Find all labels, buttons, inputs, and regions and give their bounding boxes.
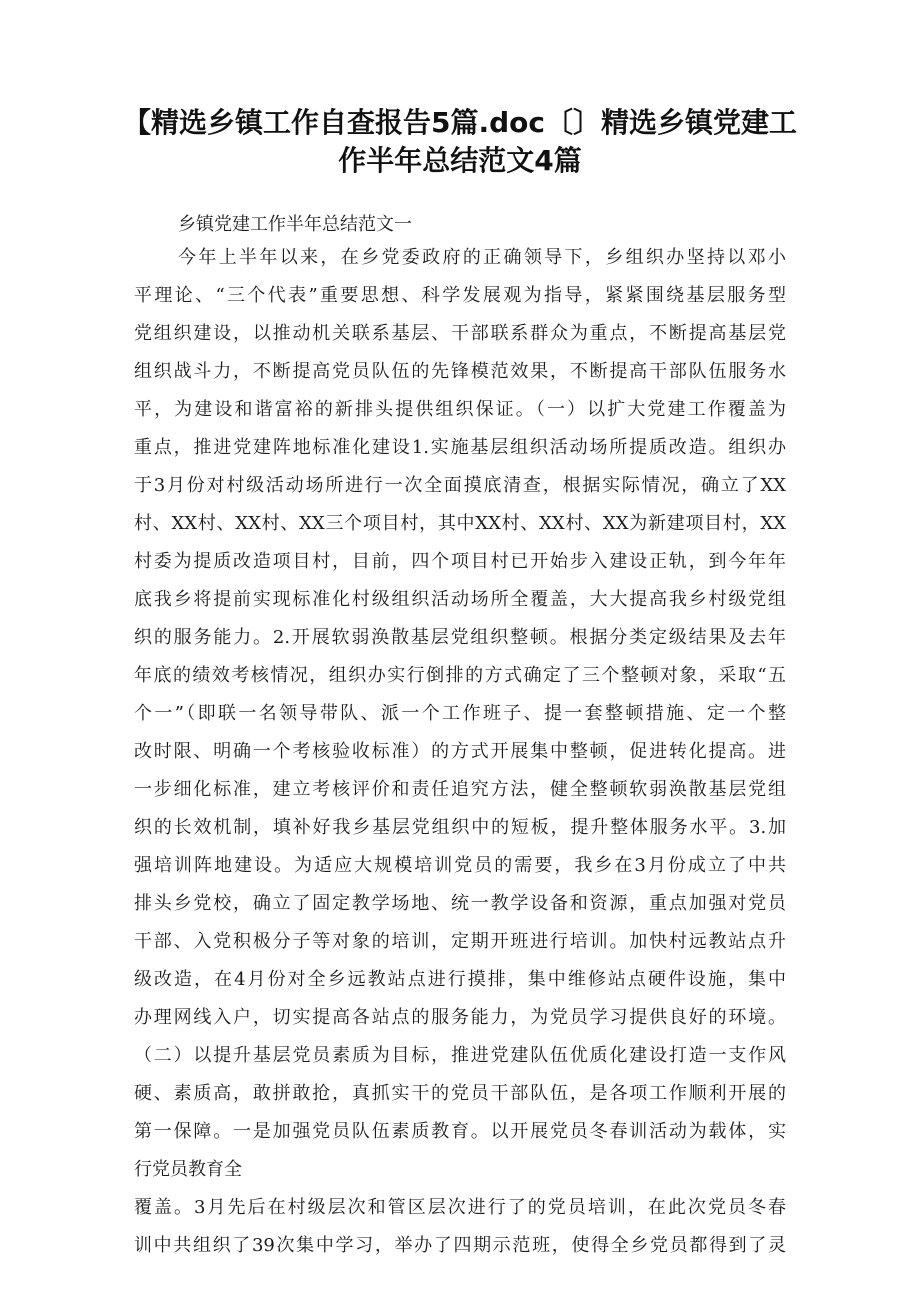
document-title-line-2: 作半年总结范文4篇 xyxy=(338,144,582,177)
paragraph-line: 村、XX村、XX村、XX三个项目村，其中XX村、XX村、XX为新建项目村，XX xyxy=(134,513,786,534)
document-title-line-1: 【精选乡镇工作自查报告5篇.doc〔〕精选乡镇党建工 xyxy=(123,106,797,139)
paragraph-line: 于3月份对村级活动场所进行一次全面摸底清查，根据实际情况，确立了XX xyxy=(134,475,786,496)
paragraph-line: 年底的绩效考核情况，组织办实行倒排的方式确定了三个整顿对象，采取“五 xyxy=(134,665,786,686)
paragraph-line: 干部、入党积极分子等对象的培训，定期开班进行培训。加快村远教站点升 xyxy=(134,931,786,952)
paragraph-line: 级改造，在4月份对全乡远教站点进行摸排，集中维修站点硬件设施，集中 xyxy=(134,969,786,990)
paragraph-line: 强培训阵地建设。为适应大规模培训党员的需要，我乡在3月份成立了中共 xyxy=(134,855,786,876)
paragraph-line: 训中共组织了39次集中学习，举办了四期示范班，使得全乡党员都得到了灵 xyxy=(134,1235,786,1256)
paragraph-line: 第一保障。一是加强党员队伍素质教育。以开展党员冬春训活动为载体，实 xyxy=(134,1121,786,1142)
paragraph-line: 底我乡将提前实现标准化村级组织活动场所全覆盖，大大提高我乡村级党组 xyxy=(134,589,786,610)
paragraph-line: 党组织建设，以推动机关联系基层、干部联系群众为重点，不断提高基层党 xyxy=(134,323,786,344)
paragraph-line: 办理网线入户，切实提高各站点的服务能力，为党员学习提供良好的环境。 xyxy=(134,1007,786,1028)
paragraph-line: 村委为提质改造项目村，目前，四个项目村已开始步入建设正轨，到今年年 xyxy=(134,551,786,572)
paragraph-line: 覆盖。3月先后在村级层次和管区层次进行了的党员培训，在此次党员冬春 xyxy=(134,1197,786,1218)
paragraph-line: 织的长效机制，填补好我乡基层党组织中的短板，提升整体服务水平。3.加 xyxy=(134,817,786,838)
paragraph-line: 个一”（即联一名领导带队、派一个工作班子、提一套整顿措施、定一个整 xyxy=(134,703,786,724)
paragraph-line: 平理论、“三个代表”重要思想、科学发展观为指导，紧紧围绕基层服务型 xyxy=(134,285,786,306)
paragraph-line: 织的服务能力。2.开展软弱涣散基层党组织整顿。根据分类定级结果及去年 xyxy=(134,627,786,648)
paragraph-line: （二）以提升基层党员素质为目标，推进党建队伍优质化建设打造一支作风 xyxy=(134,1045,786,1066)
paragraph-line: 硬、素质高，敢拼敢抢，真抓实干的党员干部队伍，是各项工作顺利开展的 xyxy=(134,1083,786,1104)
section-heading: 乡镇党建工作半年总结范文一 xyxy=(178,214,412,235)
paragraph-line: 改时限、明确一个考核验收标准）的方式开展集中整顿，促进转化提高。进 xyxy=(134,741,786,762)
paragraph-line: 今年上半年以来，在乡党委政府的正确领导下，乡组织办坚持以邓小 xyxy=(178,247,786,268)
paragraph-line: 重点，推进党建阵地标准化建设1.实施基层组织活动场所提质改造。组织办 xyxy=(134,437,786,458)
paragraph-line: 组织战斗力，不断提高党员队伍的先锋模范效果，不断提高干部队伍服务水 xyxy=(134,361,786,382)
paragraph-line: 排头乡党校，确立了固定教学场地、统一教学设备和资源，重点加强对党员 xyxy=(134,893,786,914)
paragraph-line: 平，为建设和谐富裕的新排头提供组织保证。（一）以扩大党建工作覆盖为 xyxy=(134,399,786,420)
paragraph-line: 一步细化标准，建立考核评价和责任追究方法，健全整顿软弱涣散基层党组 xyxy=(134,779,786,800)
paragraph-line: 行党员教育全 xyxy=(134,1159,242,1180)
